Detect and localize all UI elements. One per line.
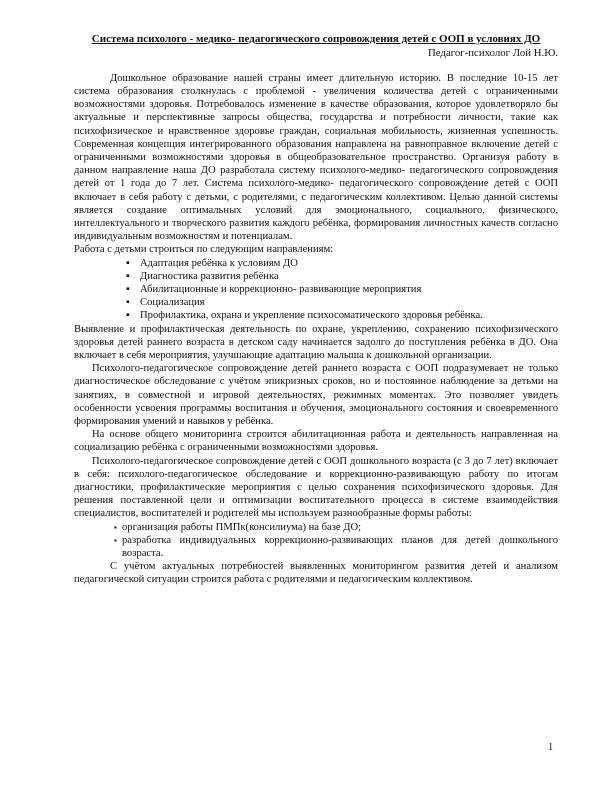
paragraph-preschool: Психолого-педагогическое сопровождение детей с ООП дошкольного возраста (с 3 до 7 лет) включает в себя: психолого-педагогическое обследование и коррекционно-развивающую работу по итогам диагностики, профилактические мероприятия с целью сохранения психофизического здоровья. Для решения поставленной цели и оптимизации воспитательного процесса в системе взаимодействия специалистов, воспитателей и родителей мы используем разнообразные формы работы:	[74, 455, 558, 520]
list-item-text: Абилитационные и коррекционно- развивающие мероприятия	[140, 283, 422, 295]
list-item	[114, 521, 558, 534]
directions-intro: Работа с детьми строиться по следующим направлениям:	[74, 244, 334, 256]
page-number: 1	[548, 742, 554, 753]
bullet-icon: ▪	[114, 522, 117, 532]
paragraph-prevention: Выявление и профилактическая деятельность по охране, укреплению, сохранению психофизического здоровья детей раннего возраста в детском саду начинается задолго до поступления ребёнка в ДО. Она включает в себя мероприятия, улучшающие адаптацию малыша к дошкольной организации.	[74, 323, 558, 361]
forms-list	[74, 521, 558, 561]
list-item-text: Диагностика развития ребёнка	[140, 270, 279, 282]
bullet-icon: ▪	[126, 257, 130, 269]
paragraph-intro: Дошкольное образование нашей страны имеет длительную историю. В последние 10-15 лет система образования столкнулась с проблемой - увеличения количества детей с ограниченными возможностями здоровья. Потребовалось изменение в качестве образования, которое удовлетворяло бы актуальные и перспективные запросы общества, государства и потребности личности, такие как психофизическое и нравственное здоровье граждан, социальная мобильность, жизненная успешность. Современная концепция интегрированного образования направлена на равноправное включение детей с ограниченными возможностями здоровья в общеобразовательное пространство. Организуя работу в данном направление наша ДО разработала систему психолого-медико- педагогического сопровождения детей от 1 года до 7 лет. Система психолого-медико- педагогического сопровождение детей с ООП включает в себя работу с детьми, с родителями, с педагогическим коллективом. Целью данной системы является создание оптимальных условий для эмоционального, социального, физического, интеллектуального и творческого развития каждого ребёнка, формирования личностных качеств согласно индивидуальным возможностям и потенциалам.	[74, 72, 558, 243]
bullet-icon: ▪	[126, 297, 130, 309]
list-item	[126, 296, 558, 309]
bullet-icon: ▪	[126, 310, 130, 322]
list-item	[126, 257, 558, 270]
bullet-icon: ▪	[126, 270, 130, 282]
paragraph-conclusion: С учётом актуальных потребностей выявленных мониторингом развития детей и анализом педагогической ситуации строится работа с родителями и педагогическим коллективом.	[74, 561, 558, 586]
paragraph-early-age: Психолого-педагогическое сопровождение детей раннего возраста с ООП подразумевает не только диагностическое обследование с учётом эпикризных сроков, но и постоянное наблюдение за детьми на занятиях, в совместной и игровой деятельностях, режимных моментах. Это позволяет увидеть особенности усвоения программы воспитания и обучения, эмоционального состояния и своевременного формирования умений и навыков у ребёнка.	[74, 363, 558, 427]
bullet-icon: ▪	[114, 535, 117, 545]
list-item-text: Социализация	[140, 297, 205, 309]
document-title: Система психолого - медико- педагогического сопровождения детей с ООП в условиях ДО	[91, 33, 541, 45]
list-item-text: разработка индивидуальных коррекционно-развивающих планов для детей дошкольного возраста.	[122, 534, 558, 560]
list-item	[126, 283, 558, 296]
bullet-icon: ▪	[126, 283, 130, 295]
paragraph-monitoring: На основе общего мониторинга строится абилитационная работа и деятельность направленная на социализацию ребёнка с ограниченными возможностями здоровья.	[74, 429, 558, 454]
list-item-text: Адаптация ребёнка к условиям ДО	[140, 257, 298, 269]
directions-list	[74, 257, 558, 323]
document-author: Педагог-психолог Лой Н.Ю.	[427, 46, 558, 59]
list-item	[126, 270, 558, 283]
list-item-text: организация работы ПМПк(консилиума) на базе ДО;	[122, 521, 362, 533]
list-item-text: Профилактика, охрана и укрепление психосоматического здоровья ребёнка.	[140, 310, 483, 322]
list-item	[114, 534, 558, 560]
list-item	[126, 309, 558, 322]
document-body	[74, 33, 558, 587]
